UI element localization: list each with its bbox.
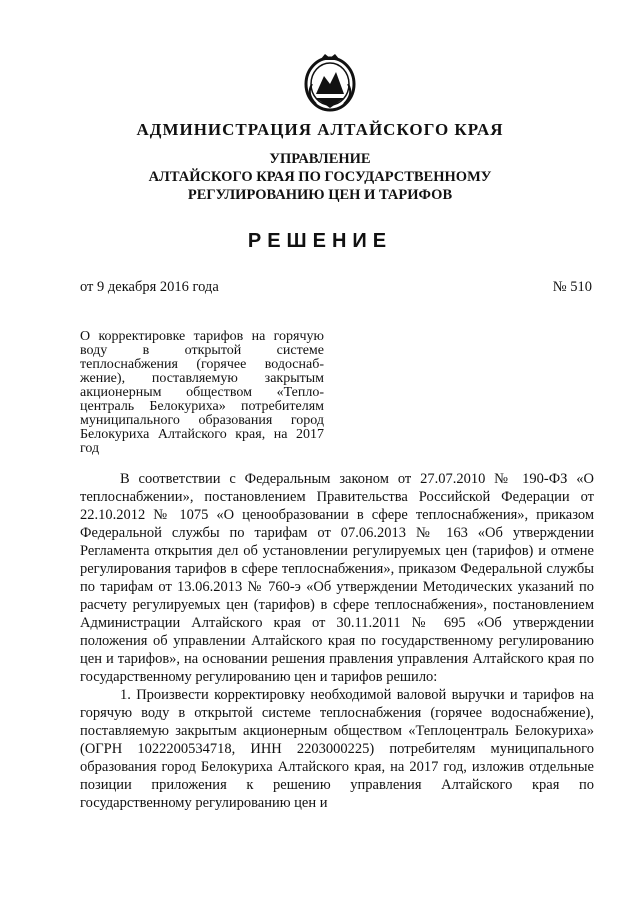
department-line-2: АЛТАЙСКОГО КРАЯ ПО ГОСУДАРСТВЕННОМУ — [148, 169, 492, 185]
document-body — [80, 470, 594, 812]
organization-title: АДМИНИСТРАЦИЯ АЛТАЙСКОГО КРАЯ — [136, 120, 504, 139]
document-number: № 510 — [552, 279, 592, 295]
document-date: от 9 декабря 2016 года — [80, 279, 219, 295]
body-paragraph-2: 1. Произвести корректировку необходимой валовой выручки и тарифов на горячую воду в открытой системе теплоснабжения (горячее водоснабжение), поставляемую закрытым акционерным обществом «Теплоцентраль Белокуриха» (ОГРН 1022200534718, ИНН 2203000225) потребителям муниципального образования город Белокуриха Алтайского края, на 2017 год, изложив отдельные позиции приложения к решению управления Алтайского края по государственному регулированию цен и — [80, 687, 594, 811]
department-title — [0, 150, 640, 204]
department-line-1: УПРАВЛЕНИЕ — [269, 151, 371, 167]
coat-of-arms-icon — [298, 50, 362, 114]
document-subject: О корректировке тарифов на горячую воду в открытой системе теплоснабжения (горячее водоснаб-жение), поставляемую закрытым акционерным обществом «Тепло-централь Белокуриха» потребителям муниципального образования город Белокуриха Алтайского края, на 2017 год — [80, 329, 324, 456]
department-line-3: РЕГУЛИРОВАНИЮ ЦЕН И ТАРИФОВ — [187, 187, 453, 203]
body-paragraph-1: В соответствии с Федеральным законом от 27.07.2010 № 190-ФЗ «О теплоснабжении», постановлением Правительства Российской Федерации от 22.10.2012 № 1075 «О ценообразовании в сфере теплоснабжения», приказом Федеральной службы по тарифам от 07.06.2013 № 163 «Об утверждении Регламента открытия дел об установлении регулируемых цен (тарифов) и отмене регулирования тарифов в сфере теплоснабжения», приказом Федеральной службы по тарифам от 13.06.2013 № 760-э «Об утверждении Методических указаний по расчету регулируемых цен (тарифов) в сфере теплоснабжения», постановлением Администрации Алтайского края от 30.11.2011 № 695 «Об утверждении положения об управлении Алтайского края по государственному регулированию цен и тарифов», на основании решения правления управления Алтайского края по государственному регулированию цен и тарифов решило: — [80, 471, 594, 685]
document-type: РЕШЕНИЕ — [247, 230, 393, 252]
